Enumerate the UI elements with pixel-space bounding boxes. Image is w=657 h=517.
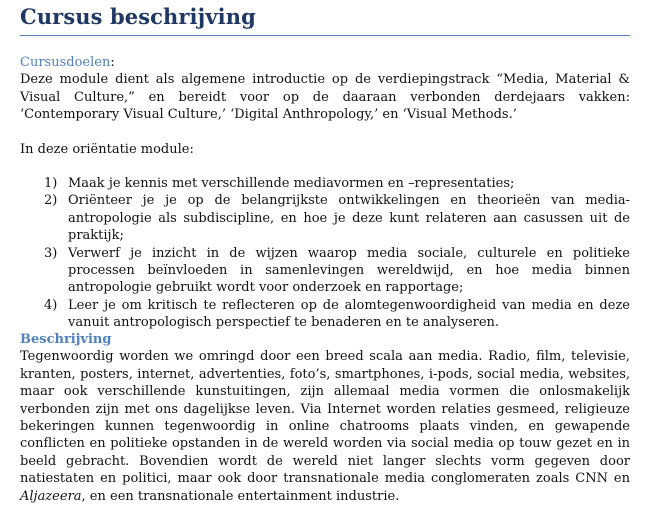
list-item [20, 297, 630, 332]
description-italic-term: Aljazeera [20, 488, 82, 504]
goals-lead: In deze oriëntatie module: [20, 142, 194, 158]
goals-heading: Cursusdoelen [20, 55, 111, 70]
goals-heading-colon: : [110, 55, 115, 70]
description-heading: Beschrijving [20, 332, 112, 347]
goals-list [20, 175, 630, 332]
goals-section [20, 54, 630, 158]
list-item [20, 192, 630, 244]
list-item [20, 245, 630, 297]
list-text: Verwerf je inzicht in de wijzen waarop media sociale, culturele en politieke processen beïnvloeden in samenlevingen wereldwijd, en hoe media binnen antropologie gebruikt wordt voor onderzoek en rapportage; [68, 245, 630, 296]
list-number: 3) [44, 245, 58, 261]
page-title: Cursus beschrijving [20, 4, 256, 29]
description-text-end: , en een transnationale entertainment industrie. [81, 488, 400, 504]
description-body [20, 348, 630, 505]
goals-heading-line [20, 54, 630, 71]
description-text-start: Tegenwoordig worden we omringd door een breed scala aan media. Radio, film, televisie, kranten, posters, internet, advertenties, foto’s, smartphones, i-pods, social media, websites, maar ook verschillende kunstuitingen, zijn allemaal media vormen die onlosmakelijk verbonden zijn met ons dagelijkse leven. Via Internet worden relaties gesmeed, religieuze bekeringen kunnen tegenwoordig in online chatrooms plaats vinden, en gewapende conflicten en politieke opstanden in de wereld worden via social media op touw gezet en in beeld gebracht. Bovendien wordt de wereld niet langer slechts vorm gegeven door natiestaten en politici, maar ook door transnationale media conglomeraten zoals CNN en [20, 349, 630, 487]
list-text: Leer je om kritisch te reflecteren op de alomtegenwoordigheid van media en deze vanuit antropologisch perspectief te benaderen en te analyseren. [68, 297, 630, 331]
description-heading-line [20, 331, 630, 348]
description-section [20, 331, 630, 505]
list-item [20, 175, 630, 192]
list-number: 2) [44, 193, 58, 209]
goals-intro: Deze module dient als algemene introductie op de verdiepingstrack “Media, Material & Visual Culture,” en bereidt voor op de daaraan verbonden derdejaars vakken: ‘Contemporary Visual Culture,’ ‘Digital Anthropology,’ en ‘Visual Methods.’ [20, 72, 630, 123]
title-underline [20, 35, 630, 36]
list-number: 1) [44, 176, 58, 191]
list-text: Oriënteer je je op de belangrijkste ontwikkelingen en theorieën van media-antropologie als subdiscipline, en hoe je deze kunt relateren aan casussen uit de praktijk; [68, 193, 630, 244]
list-text: Maak je kennis met verschillende mediavormen en –representaties; [68, 176, 515, 191]
list-number: 4) [44, 297, 58, 313]
